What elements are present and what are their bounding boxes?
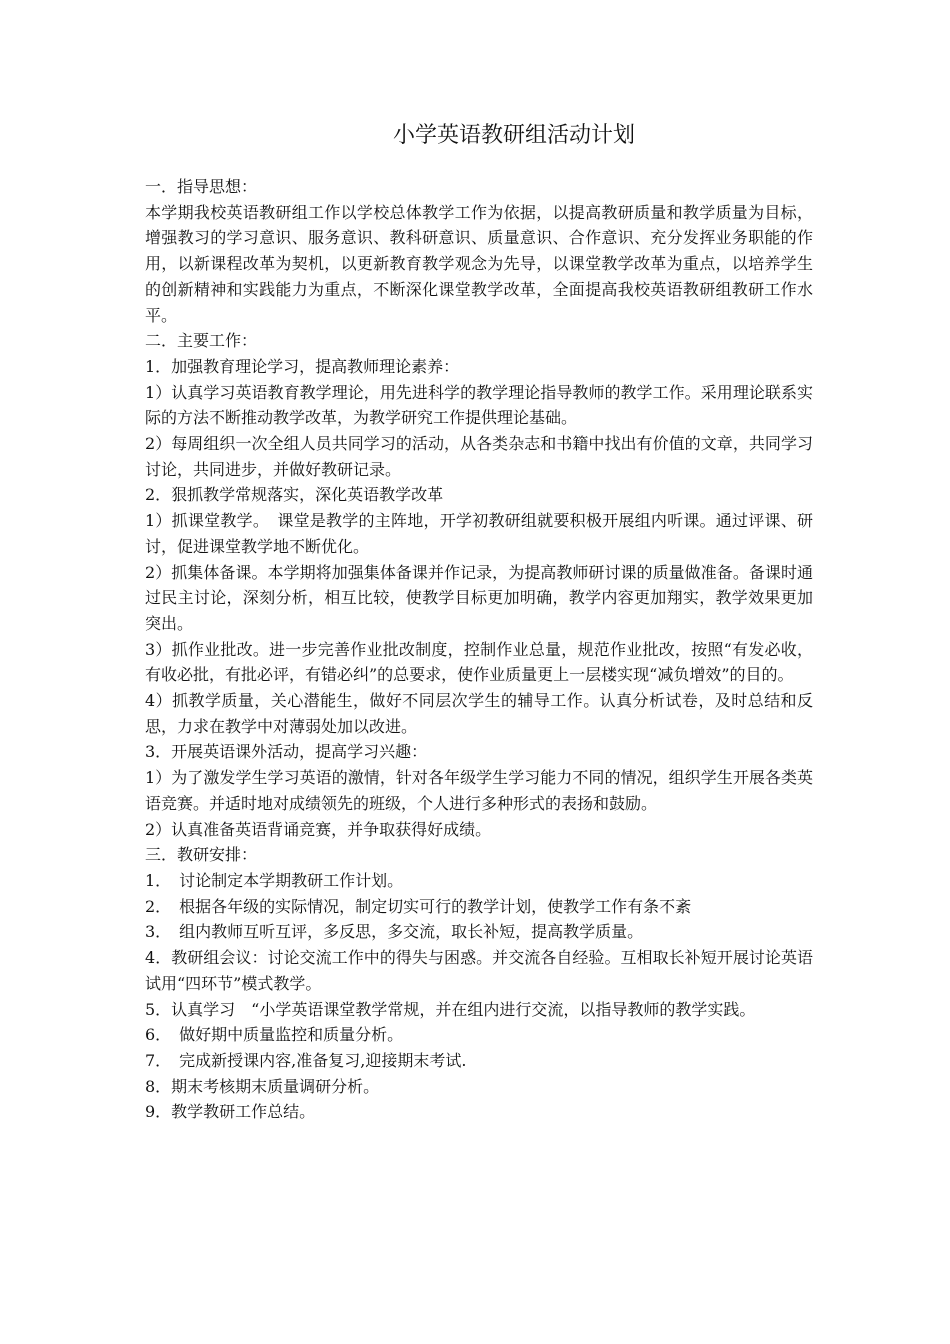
paragraph: 4）抓教学质量，关心潜能生，做好不同层次学生的辅导工作。认真分析试卷，及时总结和反思，力求在教学中对薄弱处加以改进。 <box>145 691 813 736</box>
section-heading: 一．指导思想： <box>145 177 258 196</box>
document-body <box>145 174 813 1125</box>
list-item: 5．认真学习 “小学英语课堂教学常规，并在组内进行交流，以指导教师的教学实践。 <box>145 999 756 1019</box>
list-item: 4．教研组会议：讨论交流工作中的得失与困惑。并交流各自经验。互相取长补短开展讨论英语试用“四环节”模式教学。 <box>145 948 813 993</box>
paragraph: 2）每周组织一次全组人员共同学习的活动，从各类杂志和书籍中找出有价值的文章，共同学习讨论，共同进步，并做好教研记录。 <box>145 434 813 479</box>
section-heading: 二．主要工作： <box>145 331 258 351</box>
list-item: 9．教学教研工作总结。 <box>145 1102 316 1122</box>
list-item: 2． 根据各年级的实际情况，制定切实可行的教学计划，使教学工作有条不紊 <box>145 896 692 916</box>
list-item: 6． 做好期中质量监控和质量分析。 <box>145 1025 404 1045</box>
list-item: 8．期末考核期末质量调研分析。 <box>145 1076 380 1096</box>
paragraph: 2）认真准备英语背诵竞赛，并争取获得好成绩。 <box>145 819 492 839</box>
subsection-heading: 1．加强教育理论学习，提高教师理论素养： <box>145 356 460 376</box>
paragraph: 1）为了激发学生学习英语的激情，针对各年级学生学习能力不同的情况，组织学生开展各类英语竞赛。并适时地对成绩领先的班级，个人进行多种形式的表扬和鼓励。 <box>145 768 813 813</box>
section-heading: 三．教研安排： <box>145 845 258 865</box>
subsection-heading: 3．开展英语课外活动，提高学习兴趣： <box>145 742 428 762</box>
paragraph: 本学期我校英语教研组工作以学校总体教学工作为依据，以提高教研质量和教学质量为目标，增强教习的学习意识、服务意识、教科研意识、质量意识、合作意识、充分发挥业务职能的作用，以新课程改革为契机，以更新教育教学观念为先导，以课堂教学改革为重点，以培养学生的创新精神和实践能力为重点，不断深化课堂教学改革，全面提高我校英语教研组教研工作水平。 <box>145 202 813 325</box>
list-item: 3． 组内教师互听互评，多反思，多交流，取长补短，提高教学质量。 <box>145 922 644 942</box>
paragraph: 1）认真学习英语教育教学理论，用先进科学的教学理论指导教师的教学工作。采用理论联系实际的方法不断推动教学改革，为教学研究工作提供理论基础。 <box>145 382 813 428</box>
paragraph: 3）抓作业批改。进一步完善作业批改制度，控制作业总量，规范作业批改，按照“有发必收，有收必批，有批必评，有错必纠”的总要求，使作业质量更上一层楼实现“减负增效”的目的。 <box>145 639 813 685</box>
paragraph: 1）抓课堂教学。 课堂是教学的主阵地，开学初教研组就要积极开展组内听课。通过评课、研讨，促进课堂教学地不断优化。 <box>145 511 813 556</box>
document-title: 小学英语教研组活动计划 <box>392 123 635 148</box>
paragraph: 2）抓集体备课。本学期将加强集体备课并作记录，为提高教师研讨课的质量做准备。备课时通过民主讨论，深刻分析，相互比较，使教学目标更加明确，教学内容更加翔实，教学效果更加突出。 <box>145 562 813 633</box>
subsection-heading: 2．狠抓教学常规落实，深化英语教学改革 <box>145 485 444 505</box>
list-item: 1． 讨论制定本学期教研工作计划。 <box>145 870 404 890</box>
list-item: 7． 完成新授课内容,准备复习,迎接期末考试. <box>145 1050 467 1070</box>
